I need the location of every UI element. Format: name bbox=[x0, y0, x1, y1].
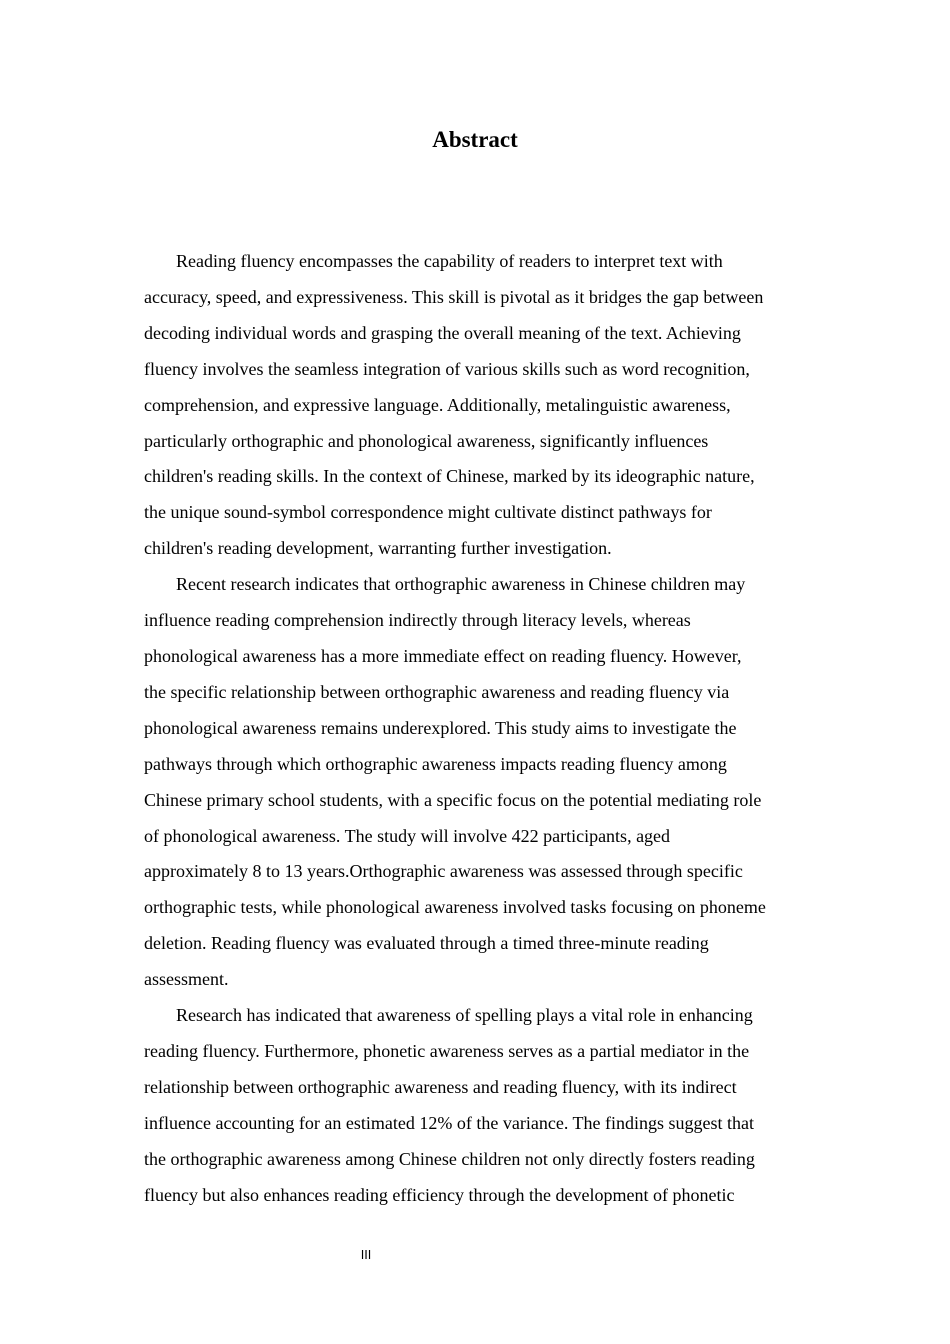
text-line: Chinese primary school students, with a specific focus on the potential mediating role bbox=[144, 789, 762, 810]
text-line: comprehension, and expressive language. Additionally, metalinguistic awareness, bbox=[144, 394, 731, 415]
text-line: influence accounting for an estimated 12% of the variance. The findings suggest that bbox=[144, 1112, 754, 1133]
text-line: Reading fluency encompasses the capability of readers to interpret text with bbox=[176, 251, 723, 271]
text-line: the orthographic awareness among Chinese children not only directly fosters reading bbox=[144, 1148, 755, 1169]
text-line: assessment. bbox=[144, 969, 229, 990]
paragraph-3 bbox=[144, 998, 808, 1213]
paragraph-2 bbox=[144, 567, 808, 998]
page-number: III bbox=[360, 1248, 372, 1262]
page-title: Abstract bbox=[432, 127, 518, 152]
text-line: approximately 8 to 13 years.Orthographic awareness was assessed through specific bbox=[144, 861, 743, 882]
text-line: children's reading skills. In the context of Chinese, marked by its ideographic nature, bbox=[144, 466, 755, 487]
text-line: of phonological awareness. The study will involve 422 participants, aged bbox=[144, 825, 671, 846]
text-line: relationship between orthographic awareness and reading fluency, with its indirect bbox=[144, 1076, 737, 1097]
abstract-body bbox=[144, 244, 808, 1213]
text-line: reading fluency. Furthermore, phonetic awareness serves as a partial mediator in the bbox=[144, 1040, 750, 1061]
text-line: Recent research indicates that orthographic awareness in Chinese children may bbox=[176, 574, 746, 595]
text-line: Research has indicated that awareness of spelling plays a vital role in enhancing bbox=[176, 1005, 753, 1026]
text-line: the specific relationship between orthographic awareness and reading fluency via bbox=[144, 681, 730, 702]
text-line: fluency but also enhances reading efficiency through the development of phonetic bbox=[144, 1184, 735, 1205]
paragraph-1 bbox=[144, 244, 808, 567]
text-line: orthographic tests, while phonological awareness involved tasks focusing on phoneme bbox=[144, 897, 766, 918]
text-line: children's reading development, warranting further investigation. bbox=[144, 538, 612, 559]
text-line: phonological awareness has a more immediate effect on reading fluency. However, bbox=[144, 645, 742, 666]
text-line: phonological awareness remains underexplored. This study aims to investigate the bbox=[144, 717, 737, 738]
text-line: particularly orthographic and phonological awareness, significantly influences bbox=[144, 430, 709, 451]
text-line: influence reading comprehension indirectly through literacy levels, whereas bbox=[144, 610, 691, 631]
text-line: fluency involves the seamless integration of various skills such as word recognition, bbox=[144, 358, 750, 379]
text-line: accuracy, speed, and expressiveness. This skill is pivotal as it bridges the gap between bbox=[144, 286, 764, 307]
text-line: decoding individual words and grasping the overall meaning of the text. Achieving bbox=[144, 322, 741, 343]
text-line: deletion. Reading fluency was evaluated through a timed three-minute reading bbox=[144, 933, 709, 954]
text-line: pathways through which orthographic awareness impacts reading fluency among bbox=[144, 753, 727, 774]
text-line: the unique sound-symbol correspondence might cultivate distinct pathways for bbox=[144, 502, 712, 523]
